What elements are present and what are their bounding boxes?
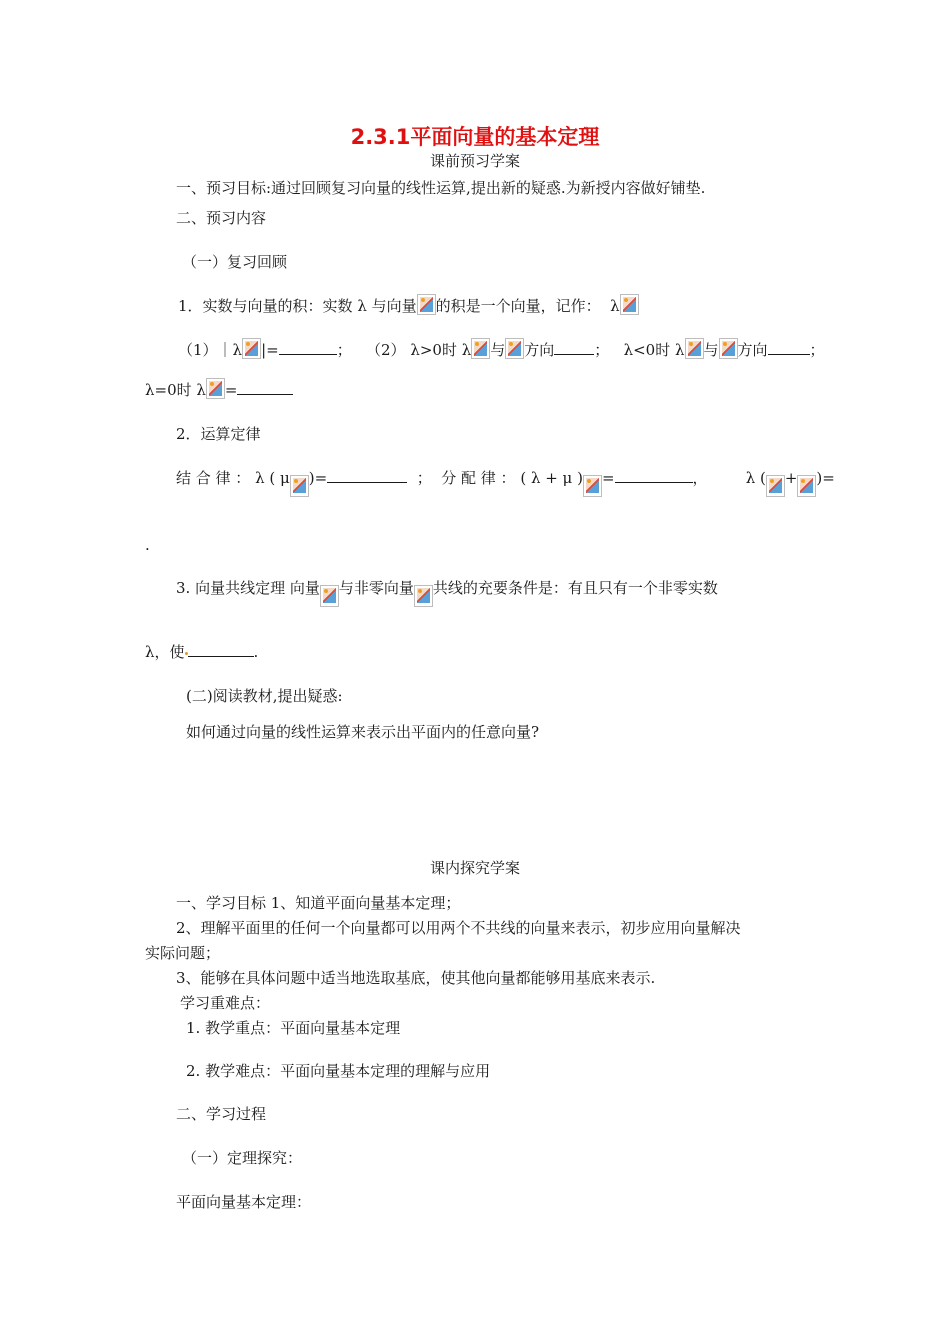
vector-a-image-icon [417,294,436,315]
vector-a-image-icon [620,294,639,315]
learning-goal-2-cont: 实际问题； [145,944,221,962]
key-point-2: 2. 教学难点：平面向量基本定理的理解与应用 [186,1062,491,1080]
theorem-explore-title: （一）定理探究： [182,1149,303,1167]
vector-b-image-icon [320,585,339,607]
reading-title: (二)阅读教材,提出疑惑: [186,687,343,705]
item1-scalar-product: 1．实数与向量的积：实数 λ 与向量 的积是一个向量，记作： λ [178,294,639,316]
reading-question: 如何通过向量的线性运算来表示出平面内的任意向量? [186,723,540,741]
answer-blank[interactable] [188,642,254,657]
document-title: 2.3.1平面向量的基本定理 [350,125,600,149]
vector-a-image-icon [685,338,704,359]
vector-a-image-icon [583,475,602,497]
laws-title: 2．运算定律 [176,425,261,443]
preview-goal: 一、预习目标:通过回顾复习向量的线性运算,提出新的疑惑.为新授内容做好铺垫. [176,179,706,197]
section-heading-inclass: 课内探究学案 [429,859,520,877]
vector-a-image-icon [290,475,309,497]
preview-content-title: 二、预习内容 [176,209,267,227]
answer-blank[interactable] [279,340,337,355]
vector-a-image-icon [206,378,225,399]
stray-period: . [145,536,150,554]
learning-goal-2: 2、理解平面里的任何一个向量都可以用两个不共线的向量来表示，初步应用向量解决 [176,919,741,937]
answer-blank[interactable] [237,380,293,395]
answer-blank[interactable] [327,468,407,483]
learning-process-title: 二、学习过程 [176,1105,267,1123]
key-point-1: 1. 教学重点：平面向量基本定理 [186,1019,401,1037]
answer-blank[interactable] [615,468,693,483]
vector-a-image-icon [414,585,433,607]
answer-blank[interactable] [768,340,810,355]
scalar-properties-line: （1）｜λ |= ； （2） λ>0时 λ 与 方向 ； λ<0时 λ 与 方向 ； [178,338,825,360]
learning-goal-1: 一、学习目标 1、知道平面向量基本定理； [176,894,461,912]
collinear-theorem: 3. 向量共线定理 向量 与非零向量 共线的充要条件是：有且只有一个非零实数 [176,578,718,607]
collinear-condition: λ，使 . [145,643,259,661]
vector-a-image-icon [242,338,261,359]
vector-a-image-icon [719,338,738,359]
section-heading-preview: 课前预习学案 [429,152,520,170]
answer-blank[interactable] [554,340,594,355]
vector-a-image-icon [766,475,785,497]
vector-b-image-icon [797,475,816,497]
lambda-zero-line: λ=0时 λ = [145,378,293,400]
vector-a-image-icon [505,338,524,359]
laws-line: 结 合 律 ： λ ( μ )= ； 分 配 律 ： ( λ + μ ) = ， λ ( + )= [176,468,835,497]
vector-a-image-icon [471,338,490,359]
theorem-label: 平面向量基本定理： [176,1193,312,1211]
review-title: （一）复习回顾 [182,253,288,271]
learning-goal-3: 3、能够在具体问题中适当地选取基底，使其他向量都能够用基底来表示. [176,969,656,987]
key-points-title: 学习重难点： [180,994,271,1012]
